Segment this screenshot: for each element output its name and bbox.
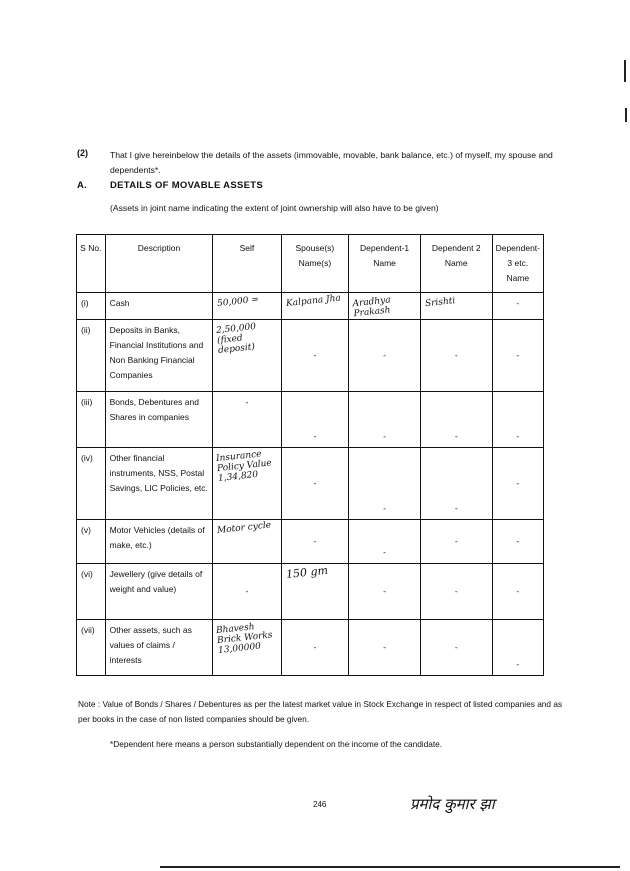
row-spouse bbox=[281, 520, 349, 564]
handwritten-self: Bhavesh Brick Works 13,00000 bbox=[215, 622, 274, 657]
row-dependent-2 bbox=[420, 392, 492, 448]
header-dependent-2: Dependent 2 Name bbox=[420, 235, 492, 293]
row-sno: (vii) bbox=[77, 620, 106, 676]
row-description: Cash bbox=[105, 293, 213, 320]
dash-dependent-1: - bbox=[383, 642, 386, 652]
row-sno: (vi) bbox=[77, 564, 106, 620]
table-row bbox=[77, 320, 544, 392]
note-dependent-definition: *Dependent here means a person substantially dependent on the income of the candidate. bbox=[110, 739, 443, 749]
row-dependent-1 bbox=[349, 392, 421, 448]
row-dependent-1 bbox=[349, 564, 421, 620]
row-sno: (iii) bbox=[77, 392, 106, 448]
handwritten-dependent-1: Aradhya Prakash bbox=[352, 295, 392, 320]
row-self bbox=[213, 448, 281, 520]
scan-edge-mark bbox=[624, 60, 626, 82]
row-dependent-1 bbox=[349, 448, 421, 520]
row-dependent-3 bbox=[492, 320, 543, 392]
handwritten-self: Motor cycle bbox=[217, 520, 272, 537]
table-row bbox=[77, 564, 544, 620]
row-dependent-3 bbox=[492, 293, 543, 320]
handwritten-spouse: 150 gm bbox=[284, 563, 329, 582]
row-spouse bbox=[281, 293, 349, 320]
row-dependent-2 bbox=[420, 564, 492, 620]
row-self bbox=[213, 564, 281, 620]
table-header-row bbox=[77, 235, 544, 293]
section-heading: DETAILS OF MOVABLE ASSETS bbox=[110, 180, 263, 191]
row-description: Other assets, such as values of claims / interests bbox=[105, 620, 213, 676]
table-row bbox=[77, 392, 544, 448]
dash-dependent-3: - bbox=[516, 478, 520, 488]
dash-dependent-2: - bbox=[454, 350, 458, 360]
handwritten-self: 2,50,000 (fixed deposit) bbox=[215, 321, 257, 357]
row-sno: (iv) bbox=[77, 448, 106, 520]
row-spouse bbox=[281, 448, 349, 520]
handwritten-dependent-2: Srishti bbox=[424, 296, 456, 310]
dash-spouse: - bbox=[313, 350, 317, 360]
row-dependent-1 bbox=[349, 293, 421, 320]
signature: प्रमोद कुमार झा bbox=[410, 795, 495, 813]
dash-dependent-2: - bbox=[454, 503, 458, 513]
row-spouse bbox=[281, 564, 349, 620]
header-sno: S No. bbox=[77, 235, 106, 293]
dash-dependent-3: - bbox=[516, 536, 520, 546]
row-dependent-3 bbox=[492, 392, 543, 448]
row-self bbox=[213, 392, 281, 448]
row-dependent-1 bbox=[349, 520, 421, 564]
table-row bbox=[77, 293, 544, 320]
dash-spouse: - bbox=[313, 642, 317, 652]
header-dependent-1: Dependent-1 Name bbox=[349, 235, 421, 293]
dash-dependent-2: - bbox=[454, 431, 458, 441]
dash-dependent-2: - bbox=[454, 586, 458, 596]
table-row bbox=[77, 448, 544, 520]
row-self bbox=[213, 620, 281, 676]
dash-dependent-3: - bbox=[516, 586, 520, 596]
movable-assets-table bbox=[76, 234, 544, 676]
table-row bbox=[77, 620, 544, 676]
dash-dependent-3: - bbox=[516, 298, 520, 308]
row-dependent-3 bbox=[492, 448, 543, 520]
row-dependent-3 bbox=[492, 564, 543, 620]
row-description: Motor Vehicles (details of make, etc.) bbox=[105, 520, 213, 564]
header-description: Description bbox=[105, 235, 213, 293]
row-dependent-3 bbox=[492, 620, 543, 676]
section-number: (2) bbox=[77, 148, 88, 158]
intro-text: That I give hereinbelow the details of the assets (immovable, movable, bank balance, etc.) of myself, my spouse and dependents*. bbox=[110, 150, 553, 175]
row-self bbox=[213, 293, 281, 320]
header-spouse: Spouse(s) Name(s) bbox=[281, 235, 349, 293]
note-market-value: Note : Value of Bonds / Shares / Debentures as per the latest market value in Stock Exchange in respect of listed companies and as per books in the case of non listed companies should be given. bbox=[78, 699, 563, 724]
dash-dependent-1: - bbox=[383, 586, 386, 596]
row-dependent-3 bbox=[492, 520, 543, 564]
dash-dependent-2: - bbox=[454, 536, 458, 546]
row-dependent-2 bbox=[420, 448, 492, 520]
header-dependent-3: Dependent-3 etc. Name bbox=[492, 235, 543, 293]
row-description: Other financial instruments, NSS, Postal Savings, LIC Policies, etc. bbox=[105, 448, 213, 520]
row-dependent-2 bbox=[420, 620, 492, 676]
dash-dependent-1: - bbox=[383, 547, 386, 557]
row-description: Jewellery (give details of weight and value) bbox=[105, 564, 213, 620]
dash-spouse: - bbox=[313, 536, 317, 546]
row-self bbox=[213, 320, 281, 392]
dash-dependent-3: - bbox=[516, 431, 520, 441]
row-dependent-1 bbox=[349, 620, 421, 676]
dash-self: - bbox=[245, 586, 249, 596]
section-subnote: (Assets in joint name indicating the extent of joint ownership will also have to be given) bbox=[110, 203, 439, 213]
row-spouse bbox=[281, 620, 349, 676]
dash-dependent-3: - bbox=[516, 659, 520, 669]
scan-edge-mark bbox=[625, 108, 627, 122]
dash-dependent-1: - bbox=[383, 503, 386, 513]
handwritten-self: 50,000 = bbox=[217, 294, 260, 310]
dash-dependent-3: - bbox=[516, 350, 520, 360]
handwritten-self: Insurance Policy Value 1,34,820 bbox=[215, 449, 273, 485]
dash-dependent-1: - bbox=[383, 350, 386, 360]
row-spouse bbox=[281, 392, 349, 448]
page-number: 246 bbox=[313, 800, 327, 809]
row-description: Bonds, Debentures and Shares in companies bbox=[105, 392, 213, 448]
table-row bbox=[77, 520, 544, 564]
section-label: A. bbox=[77, 180, 88, 191]
dash-spouse: - bbox=[313, 478, 317, 488]
dash-spouse: - bbox=[313, 431, 317, 441]
row-sno: (i) bbox=[77, 293, 106, 320]
dash-dependent-1: - bbox=[383, 431, 386, 441]
handwritten-spouse: Kalpana Jha bbox=[285, 293, 341, 310]
row-dependent-2 bbox=[420, 293, 492, 320]
row-self bbox=[213, 520, 281, 564]
dash-self: - bbox=[245, 397, 249, 407]
row-sno: (v) bbox=[77, 520, 106, 564]
row-spouse bbox=[281, 320, 349, 392]
row-sno: (ii) bbox=[77, 320, 106, 392]
row-dependent-1 bbox=[349, 320, 421, 392]
row-dependent-2 bbox=[420, 520, 492, 564]
dash-dependent-2: - bbox=[454, 642, 458, 652]
row-dependent-2 bbox=[420, 320, 492, 392]
scan-edge-mark bbox=[160, 866, 620, 868]
row-description: Deposits in Banks, Financial Institutions and Non Banking Financial Companies bbox=[105, 320, 213, 392]
header-self: Self bbox=[213, 235, 281, 293]
